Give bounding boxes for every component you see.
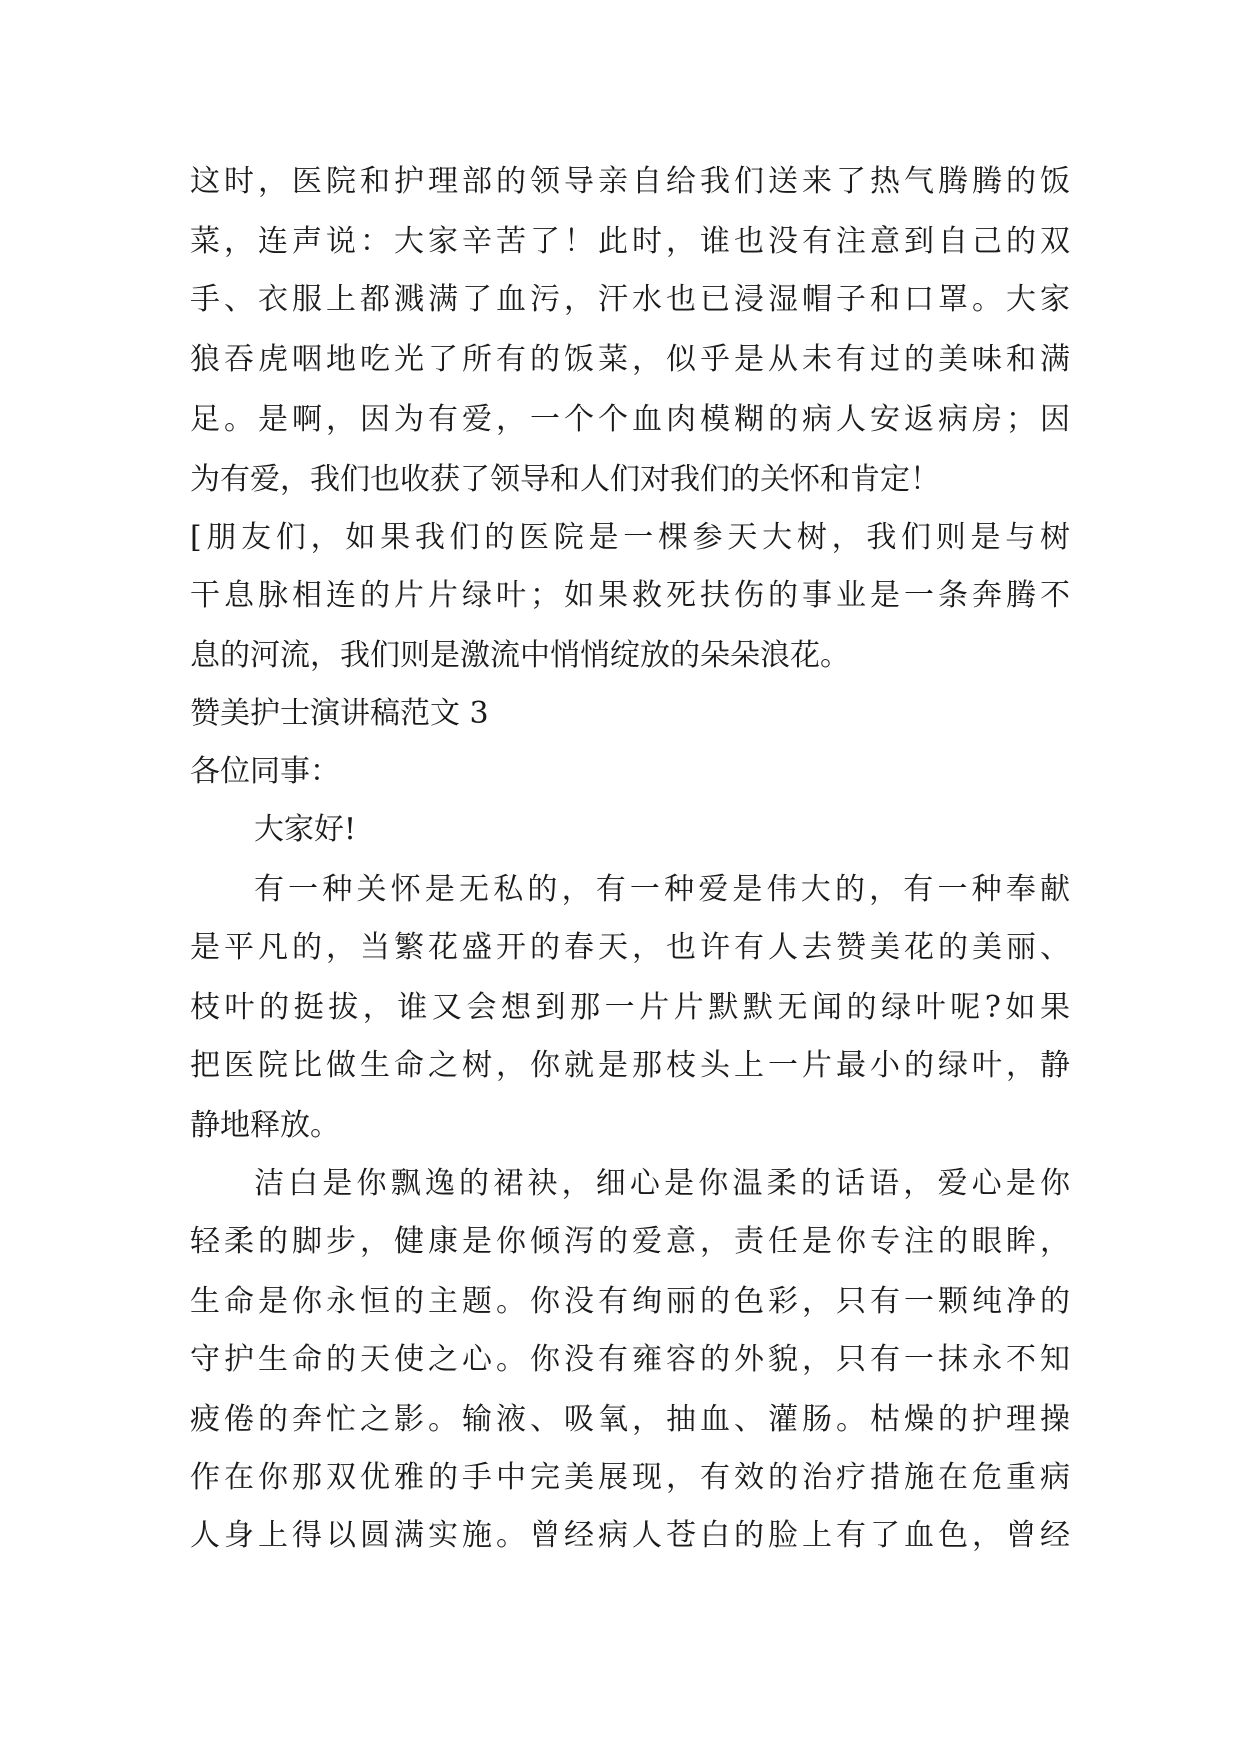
text-line: 生命是你永恒的主题。你没有绚丽的色彩，只有一颗纯净的: [190, 1284, 1070, 1319]
text-line: 这时，医院和护理部的领导亲自给我们送来了热气腾腾的饭: [190, 164, 1070, 199]
text-line: 静地释放。: [190, 1108, 340, 1143]
greeting: 大家好!: [254, 812, 357, 847]
text-line: 作在你那双优雅的手中完美展现，有效的治疗措施在危重病: [190, 1460, 1070, 1495]
text-line: 息的河流，我们则是激流中悄悄绽放的朵朵浪花。: [190, 638, 850, 673]
text-line: 手、衣服上都溅满了血污，汗水也已浸湿帽子和口罩。大家: [190, 282, 1070, 317]
text-line: 足。是啊，因为有爱，一个个血肉模糊的病人安返病房；因: [190, 402, 1070, 437]
text-line: 干息脉相连的片片绿叶；如果救死扶伤的事业是一条奔腾不: [190, 578, 1070, 613]
text-line: 人身上得以圆满实施。曾经病人苍白的脸上有了血色，曾经: [190, 1518, 1070, 1553]
text-line: 为有爱，我们也收获了领导和人们对我们的关怀和肯定！: [190, 462, 940, 497]
text-line: 是平凡的，当繁花盛开的春天，也许有人去赞美花的美丽、: [190, 930, 1070, 965]
text-line: 守护生命的天使之心。你没有雍容的外貌，只有一抹永不知: [190, 1342, 1070, 1377]
text-line: 枝叶的挺拔，谁又会想到那一片片默默无闻的绿叶呢?如果: [190, 990, 1070, 1025]
text-line: 洁白是你飘逸的裙袂，细心是你温柔的话语，爱心是你: [254, 1166, 1070, 1201]
text-line: [朋友们，如果我们的医院是一棵参天大树，我们则是与树: [190, 520, 1070, 555]
salutation: 各位同事：: [190, 754, 340, 789]
text-line: 把医院比做生命之树，你就是那枝头上一片最小的绿叶，静: [190, 1048, 1070, 1083]
text-line: 有一种关怀是无私的，有一种爱是伟大的，有一种奉献: [254, 872, 1070, 907]
text-line: 菜，连声说：大家辛苦了！此时，谁也没有注意到自己的双: [190, 224, 1070, 259]
text-line: 狼吞虎咽地吃光了所有的饭菜，似乎是从未有过的美味和满: [190, 342, 1070, 377]
text-line: 疲倦的奔忙之影。输液、吸氧，抽血、灌肠。枯燥的护理操: [190, 1402, 1070, 1437]
section-title: 赞美护士演讲稿范文 3: [190, 696, 489, 731]
text-line: 轻柔的脚步，健康是你倾泻的爱意，责任是你专注的眼眸，: [190, 1224, 1070, 1259]
